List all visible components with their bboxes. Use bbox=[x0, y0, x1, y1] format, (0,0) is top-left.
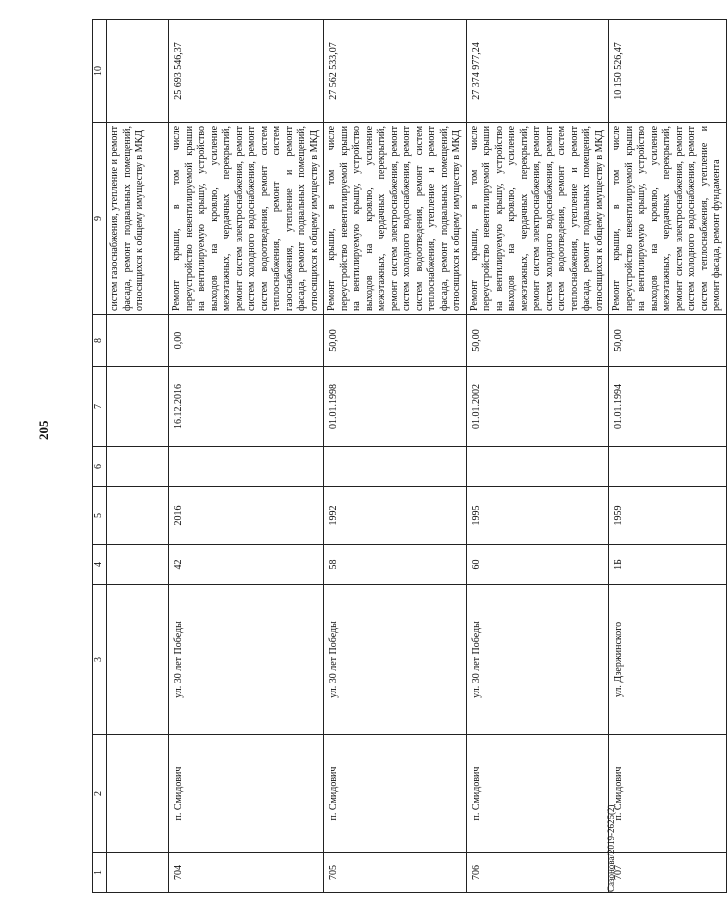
row-number: 706 bbox=[466, 853, 609, 893]
works-list: Ремонт крыши, в том числе переустройство невентилируемой крыши на вентилируемую крышу, устройство выходов на кровлю, усиление межэтажных, чердачных перекрытий, ремонт систем электроснабжения, ремонт систем холодного водоснабжения, ремонт систем водоотведения, ремонт систем теплоснабжения, ремонт систем газоснабжения, утепление и ремонт фасада, ремонт подвальных помещений, относящихся к общему имуществу в МКД bbox=[169, 122, 324, 314]
continuation-works: систем газоснабжения, утепление и ремонт фасада, ремонт подвальных помещений, относящихся к общему имуществу в МКД bbox=[107, 122, 169, 314]
header-row bbox=[93, 20, 107, 893]
street: ул. 30 лет Победы bbox=[169, 585, 324, 735]
header-cell: 7 bbox=[93, 367, 107, 447]
row-number: 704 bbox=[169, 853, 324, 893]
col6 bbox=[324, 447, 467, 487]
year-built: 2016 bbox=[169, 487, 324, 545]
wear-percent: 0,00 bbox=[169, 315, 324, 367]
document-code: Сазонова/2019-2625(2) bbox=[606, 804, 616, 892]
cost: 27 374 977,24 bbox=[466, 20, 609, 123]
page-number: 205 bbox=[36, 420, 51, 440]
table-row bbox=[169, 20, 324, 893]
works-list: Ремонт крыши, в том числе переустройство невентилируемой крыши на вентилируемую крышу, устройство выходов на кровлю, усиление межэтажных, чердачных перекрытий, ремонт систем электроснабжения, ремонт систем холодного водоснабжения, ремонт систем теплоснабжения, утепление и ремонт фасада, ремонт фундамента bbox=[609, 122, 727, 314]
header-cell: 8 bbox=[93, 315, 107, 367]
date: 01.01.1998 bbox=[324, 367, 467, 447]
header-cell: 6 bbox=[93, 447, 107, 487]
col6 bbox=[169, 447, 324, 487]
wear-percent: 50,00 bbox=[466, 315, 609, 367]
year-built: 1992 bbox=[324, 487, 467, 545]
street: ул. 30 лет Победы bbox=[324, 585, 467, 735]
table-row bbox=[466, 20, 609, 893]
wear-percent: 50,00 bbox=[609, 315, 727, 367]
wear-percent: 50,00 bbox=[324, 315, 467, 367]
house-number: 1Б bbox=[609, 545, 727, 585]
works-list: Ремонт крыши, в том числе переустройство невентилируемой крыши на вентилируемую крышу, устройство выходов на кровлю, усиление межэтажных, чердачных перекрытий, ремонт систем электроснабжения, ремонт систем холодного водоснабжения, ремонт систем водоотведения, ремонт систем теплоснабжения, утепление и ремонт фасада, ремонт подвальных помещений, относящихся к общему имуществу в МКД bbox=[466, 122, 609, 314]
cost: 25 693 546,37 bbox=[169, 20, 324, 123]
settlement: п. Смидович bbox=[609, 735, 727, 853]
year-built: 1959 bbox=[609, 487, 727, 545]
row-number: 705 bbox=[324, 853, 467, 893]
header-cell: 5 bbox=[93, 487, 107, 545]
header-cell: 3 bbox=[93, 585, 107, 735]
capital-repair-table bbox=[92, 19, 727, 893]
cost: 27 562 533,07 bbox=[324, 20, 467, 123]
street: ул. Дзержинского bbox=[609, 585, 727, 735]
date: 01.01.1994 bbox=[609, 367, 727, 447]
table-row bbox=[324, 20, 467, 893]
settlement: п. Смидович bbox=[324, 735, 467, 853]
house-number: 42 bbox=[169, 545, 324, 585]
table-row bbox=[609, 20, 727, 893]
house-number: 58 bbox=[324, 545, 467, 585]
continuation-row bbox=[107, 20, 169, 893]
header-cell: 2 bbox=[93, 735, 107, 853]
house-number: 60 bbox=[466, 545, 609, 585]
street: ул. 30 лет Победы bbox=[466, 585, 609, 735]
row-number: 707 bbox=[609, 853, 727, 893]
header-cell: 10 bbox=[93, 20, 107, 123]
settlement: п. Смидович bbox=[169, 735, 324, 853]
date: 16.12.2016 bbox=[169, 367, 324, 447]
header-cell: 9 bbox=[93, 122, 107, 314]
header-cell: 4 bbox=[93, 545, 107, 585]
settlement: п. Смидович bbox=[466, 735, 609, 853]
col6 bbox=[609, 447, 727, 487]
col6 bbox=[466, 447, 609, 487]
header-cell: 1 bbox=[93, 853, 107, 893]
date: 01.01.2002 bbox=[466, 367, 609, 447]
works-list: Ремонт крыши, в том числе переустройство невентилируемой крыши на вентилируемую крышу, устройство выходов на кровлю, усиление межэтажных, чердачных перекрытий, ремонт систем электроснабжения, ремонт систем холодного водоснабжения, ремонт систем водоотведения, ремонт систем теплоснабжения, утепление и ремонт фасада, ремонт подвальных помещений, относящихся к общему имуществу в МКД bbox=[324, 122, 467, 314]
cost: 10 150 526,47 bbox=[609, 20, 727, 123]
year-built: 1995 bbox=[466, 487, 609, 545]
